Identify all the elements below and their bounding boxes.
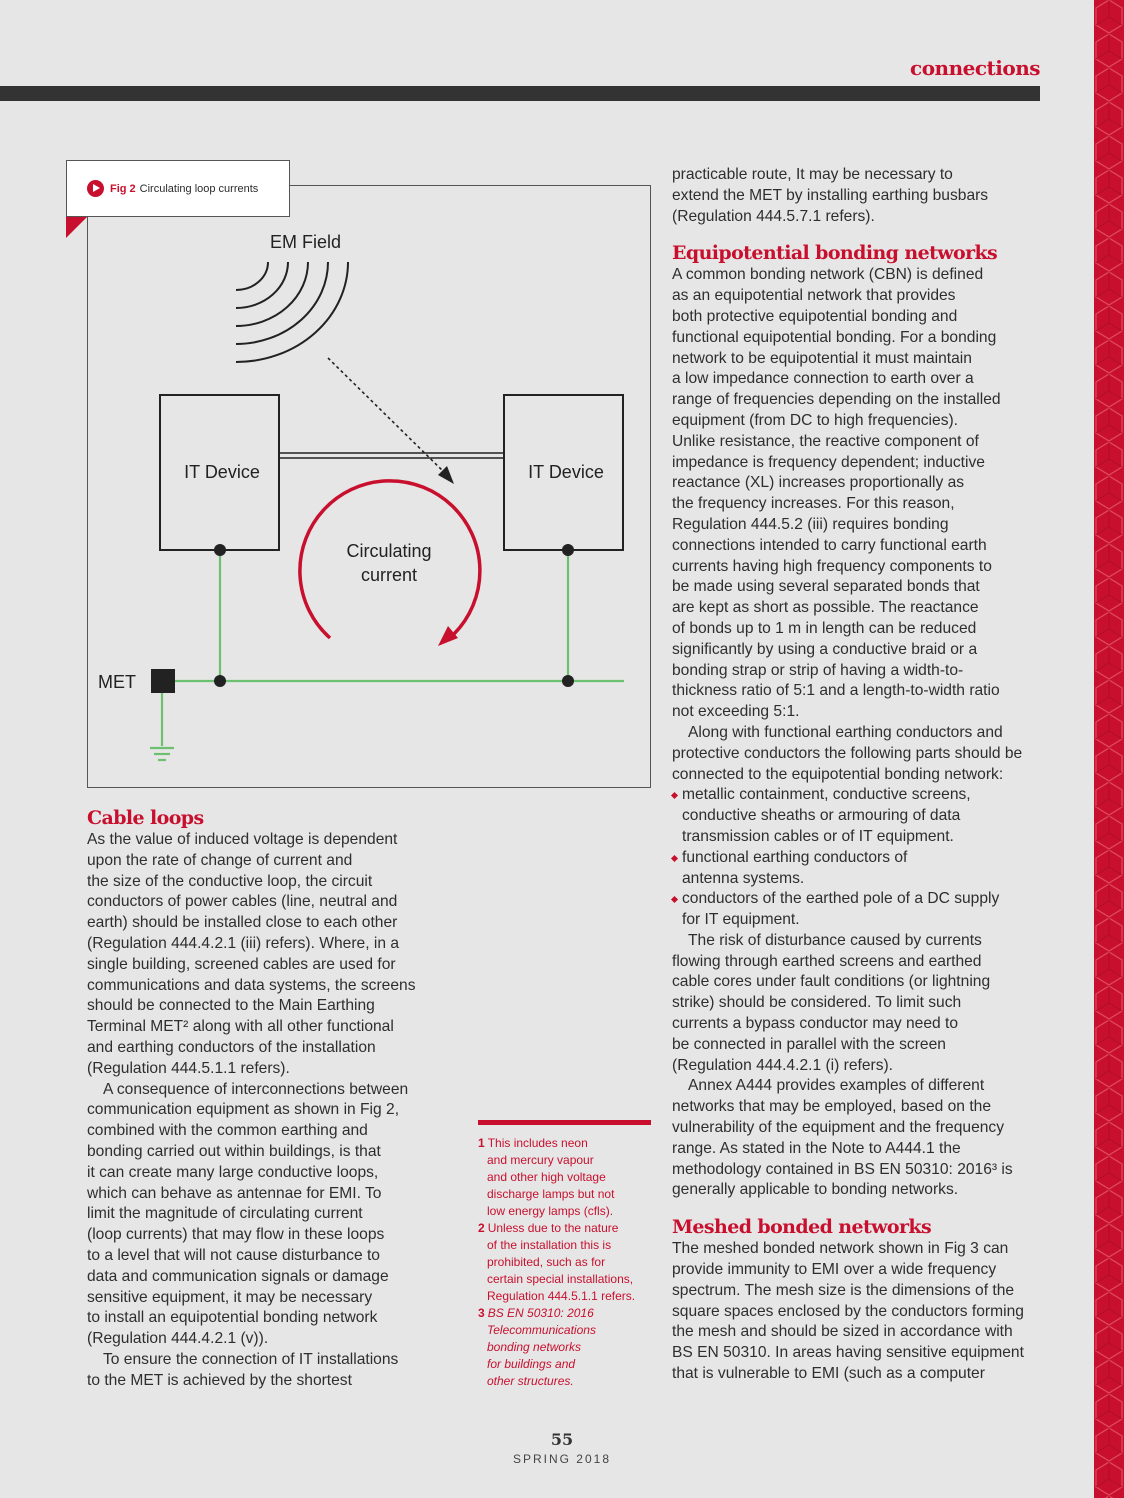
footnote-number: 1	[478, 1136, 485, 1150]
spacer	[672, 1201, 1024, 1215]
body-line: protective conductors the following parts should be	[672, 744, 1023, 762]
spacer	[672, 227, 1024, 241]
body-line: vulnerability of the equipment and the frequency	[672, 1119, 1005, 1137]
body-line: a low impedance connection to earth over a	[672, 370, 974, 388]
footnote-line	[478, 1169, 635, 1186]
footnote-text: This includes neon	[487, 1136, 588, 1150]
body-line: currents a bypass conductor may need to	[672, 1015, 959, 1033]
body-line: to install an equipotential bonding network	[87, 1309, 378, 1327]
body-line: functional equipotential bonding. For a bonding	[672, 328, 997, 346]
node-right-bus	[562, 675, 574, 687]
body-line: (loop currents) that may flow in these loops	[87, 1226, 385, 1244]
body-line: Along with functional earthing conductors and	[688, 723, 1003, 741]
bullet-item	[672, 785, 1024, 847]
body-line: methodology contained in BS EN 50310: 2016³ is	[672, 1160, 1013, 1178]
bullet-line: metallic containment, conductive screens,	[682, 786, 971, 804]
body-line: be made using several separated bonds that	[672, 578, 980, 596]
footnote-line	[478, 1237, 635, 1254]
node-left-device	[214, 544, 226, 556]
body-line: currents having high frequency components to	[672, 557, 992, 575]
body-line: equipment (from DC to high frequencies).	[672, 411, 959, 429]
footnote-line	[478, 1271, 635, 1288]
footnote-text: for buildings and	[487, 1357, 576, 1371]
body-line: A consequence of interconnections between	[103, 1080, 409, 1098]
body-line: practicable route, It may be necessary to	[672, 166, 953, 183]
met-terminal	[151, 669, 175, 693]
body-line: Regulation 444.5.2 (iii) requires bonding	[672, 515, 949, 533]
body-line: square spaces enclosed by the conductors forming	[672, 1302, 1024, 1320]
figure-tab-corner	[66, 217, 87, 238]
footnote-text: Unless due to the nature	[487, 1221, 619, 1235]
body-line: (Regulation 444.4.2.1 (i) refers).	[672, 1056, 894, 1074]
body-line: extend the MET by installing earthing busbars	[672, 186, 989, 204]
body-line: network to be equipotential it must maintain	[672, 349, 972, 367]
it-device-right-label: IT Device	[528, 462, 604, 482]
body-line: to a level that will not cause disturbance to	[87, 1246, 380, 1264]
body-line: communications and data systems, the screens	[87, 976, 416, 994]
figure-title: Circulating loop currents	[139, 182, 259, 195]
it-device-left-label: IT Device	[184, 462, 260, 482]
body-line: provide immunity to EMI over a wide frequency	[672, 1261, 997, 1279]
node-left-bus	[214, 675, 226, 687]
body-line: connected to the equipotential bonding network:	[672, 765, 1004, 783]
bullet-line: functional earthing conductors of	[682, 848, 908, 866]
page-number: 55	[550, 1430, 574, 1449]
body-line: should be connected to the Main Earthing	[87, 997, 375, 1015]
body-line: bonding carried out within buildings, is that	[87, 1142, 381, 1160]
footnote-line	[478, 1152, 635, 1169]
bullet-line: conductors of the earthed pole of a DC supply	[682, 890, 1000, 908]
body-line: bonding strap or strip of having a width-to-	[672, 661, 964, 679]
bullet-item	[672, 889, 1024, 931]
footnote-rule	[478, 1120, 651, 1125]
bullet-line: transmission cables or of IT equipment.	[682, 827, 954, 845]
body-line: spectrum. The mesh size is the dimensions of the	[672, 1281, 1015, 1299]
footnote-text: and mercury vapour	[487, 1153, 594, 1167]
footnote-text: low energy lamps (cfls).	[487, 1204, 614, 1218]
footnote-text: certain special installations,	[487, 1272, 634, 1286]
body-line: sensitive equipment, it may be necessary	[87, 1288, 373, 1306]
body-line: The risk of disturbance caused by currents	[688, 931, 982, 949]
body-line: that is vulnerable to EMI (such as a computer	[672, 1365, 985, 1383]
body-line: generally applicable to bonding networks.	[672, 1181, 959, 1199]
body-line: thickness ratio of 5:1 and a length-to-width ratio	[672, 682, 1000, 700]
footnote-text: BS EN 50310: 2016	[487, 1306, 594, 1320]
body-line: strike) should be considered. To limit such	[672, 994, 962, 1012]
figure-caption-tab	[66, 160, 290, 217]
footnote-line	[478, 1373, 635, 1390]
left-column	[87, 806, 416, 1392]
footnote-line	[478, 1305, 635, 1322]
node-right-device	[562, 544, 574, 556]
body-line: as an equipotential network that provides	[672, 287, 956, 305]
footnote-line	[478, 1135, 635, 1152]
body-line: networks that may be employed, based on the	[672, 1098, 991, 1116]
figure-number: Fig 2	[110, 182, 136, 195]
body-line: As the value of induced voltage is dependent	[87, 831, 398, 848]
figure-frame	[87, 182, 651, 788]
footnote-line	[478, 1322, 635, 1339]
met-label: MET	[98, 672, 136, 692]
footnote-line	[478, 1254, 635, 1271]
body-line: BS EN 50310. In areas having sensitive equipment	[672, 1344, 1024, 1362]
body-line: impedance is frequency dependent; inductive	[672, 453, 985, 471]
body-line: of bonds up to 1 m in length can be reduced	[672, 619, 977, 637]
body-line: be connected in parallel with the screen	[672, 1035, 946, 1053]
body-line: not exceeding 5:1.	[672, 703, 800, 721]
body-line: A common bonding network (CBN) is defined	[672, 266, 984, 284]
header-rule	[0, 86, 1040, 101]
body-line: limit the magnitude of circulating current	[87, 1205, 363, 1223]
em-field-label: EM Field	[270, 232, 342, 252]
footnote-text: bonding networks	[487, 1340, 582, 1354]
circulating-current-label-1: Circulating	[346, 541, 432, 561]
body-line: conductors of power cables (line, neutral and	[87, 893, 398, 911]
issue-date: SPRING 2018	[512, 1452, 612, 1466]
body-line: communication equipment as shown in Fig 2,	[87, 1101, 400, 1119]
footnote-line	[478, 1339, 635, 1356]
cable-loops-heading: Cable loops	[87, 807, 204, 829]
body-line: The meshed bonded network shown in Fig 3 can	[672, 1240, 1009, 1258]
body-line: Unlike resistance, the reactive component of	[672, 432, 979, 450]
hex-pattern-graphic	[1094, 0, 1124, 1498]
meshed-heading: Meshed bonded networks	[672, 1216, 932, 1239]
bullet-line: for IT equipment.	[682, 911, 800, 929]
body-line: both protective equipotential bonding and	[672, 307, 958, 325]
body-line: the frequency increases. For this reason,	[672, 495, 955, 513]
bullet-line: antenna systems.	[682, 869, 805, 887]
body-line: (Regulation 444.4.2.1 (iii) refers). Where, in a	[87, 934, 400, 952]
footnote-text: prohibited, such as for	[487, 1255, 606, 1269]
earth-symbol	[150, 748, 174, 760]
circulating-current-label-2: current	[360, 565, 418, 585]
footnote-text: of the installation this is	[487, 1238, 612, 1252]
footnote-text: Regulation 444.5.1.1 refers.	[487, 1289, 636, 1303]
body-line: (Regulation 444.5.7.1 refers).	[672, 207, 875, 225]
right-column	[672, 165, 1024, 1385]
play-icon	[87, 180, 104, 197]
footnote-text: discharge lamps but not	[487, 1187, 615, 1201]
footnote-line	[478, 1220, 635, 1237]
body-line: combined with the common earthing and	[87, 1122, 368, 1140]
body-line: To ensure the connection of IT installations	[103, 1350, 399, 1368]
footnote-line	[478, 1203, 635, 1220]
bullet-item	[672, 848, 1024, 890]
footnotes	[478, 1135, 635, 1390]
body-line: the mesh and should be sized in accordance with	[672, 1323, 1013, 1341]
em-field-waves	[236, 262, 348, 362]
footnote-line	[478, 1288, 635, 1305]
footnote-number: 2	[478, 1221, 485, 1235]
footnote-text: and other high voltage	[487, 1170, 606, 1184]
footnote-text: other structures.	[487, 1374, 574, 1388]
body-line: Annex A444 provides examples of different	[688, 1077, 985, 1095]
body-line: range. As stated in the Note to A444.1 the	[672, 1139, 961, 1157]
body-line: single building, screened cables are used for	[87, 955, 396, 973]
body-line: reactance (XL) increases proportionally as	[672, 474, 965, 492]
footnote-text: Telecommunications	[487, 1323, 596, 1337]
body-line: are kept as short as possible. The reactance	[672, 599, 979, 617]
body-line: range of frequencies depending on the installed	[672, 391, 1001, 409]
body-line: Terminal MET² along with all other functional	[87, 1018, 394, 1036]
body-line: which can behave as antennae for EMI. To	[87, 1184, 382, 1202]
circulating-loop-diagram	[88, 186, 652, 789]
circulating-current-arrowhead	[438, 626, 458, 646]
footnote-line	[478, 1356, 635, 1373]
body-line: data and communication signals or damage	[87, 1267, 389, 1285]
bullet-line: conductive sheaths or armouring of data	[682, 807, 961, 825]
body-line: (Regulation 444.5.1.1 refers).	[87, 1059, 290, 1077]
body-line: (Regulation 444.4.2.1 (v)).	[87, 1330, 269, 1348]
decorative-hex-pattern	[1094, 0, 1124, 1498]
body-line: to the MET is achieved by the shortest	[87, 1371, 352, 1389]
footnote-number: 3	[478, 1306, 485, 1320]
section-label: connections	[910, 56, 1040, 80]
body-line: flowing through earthed screens and earthed	[672, 952, 982, 970]
body-line: it can create many large conductive loops,	[87, 1163, 379, 1181]
body-line: connections intended to carry functional earth	[672, 536, 987, 554]
body-line: the size of the conductive loop, the circuit	[87, 872, 373, 890]
footnote-line	[478, 1186, 635, 1203]
equipotential-heading: Equipotential bonding networks	[672, 242, 998, 265]
body-line: upon the rate of change of current and	[87, 851, 353, 869]
body-line: significantly by using a conductive braid or a	[672, 640, 978, 658]
body-line: and earthing conductors of the installation	[87, 1038, 376, 1056]
body-line: earth) should be installed close to each other	[87, 914, 398, 932]
body-line: cable cores under fault conditions (or lightning	[672, 973, 991, 991]
